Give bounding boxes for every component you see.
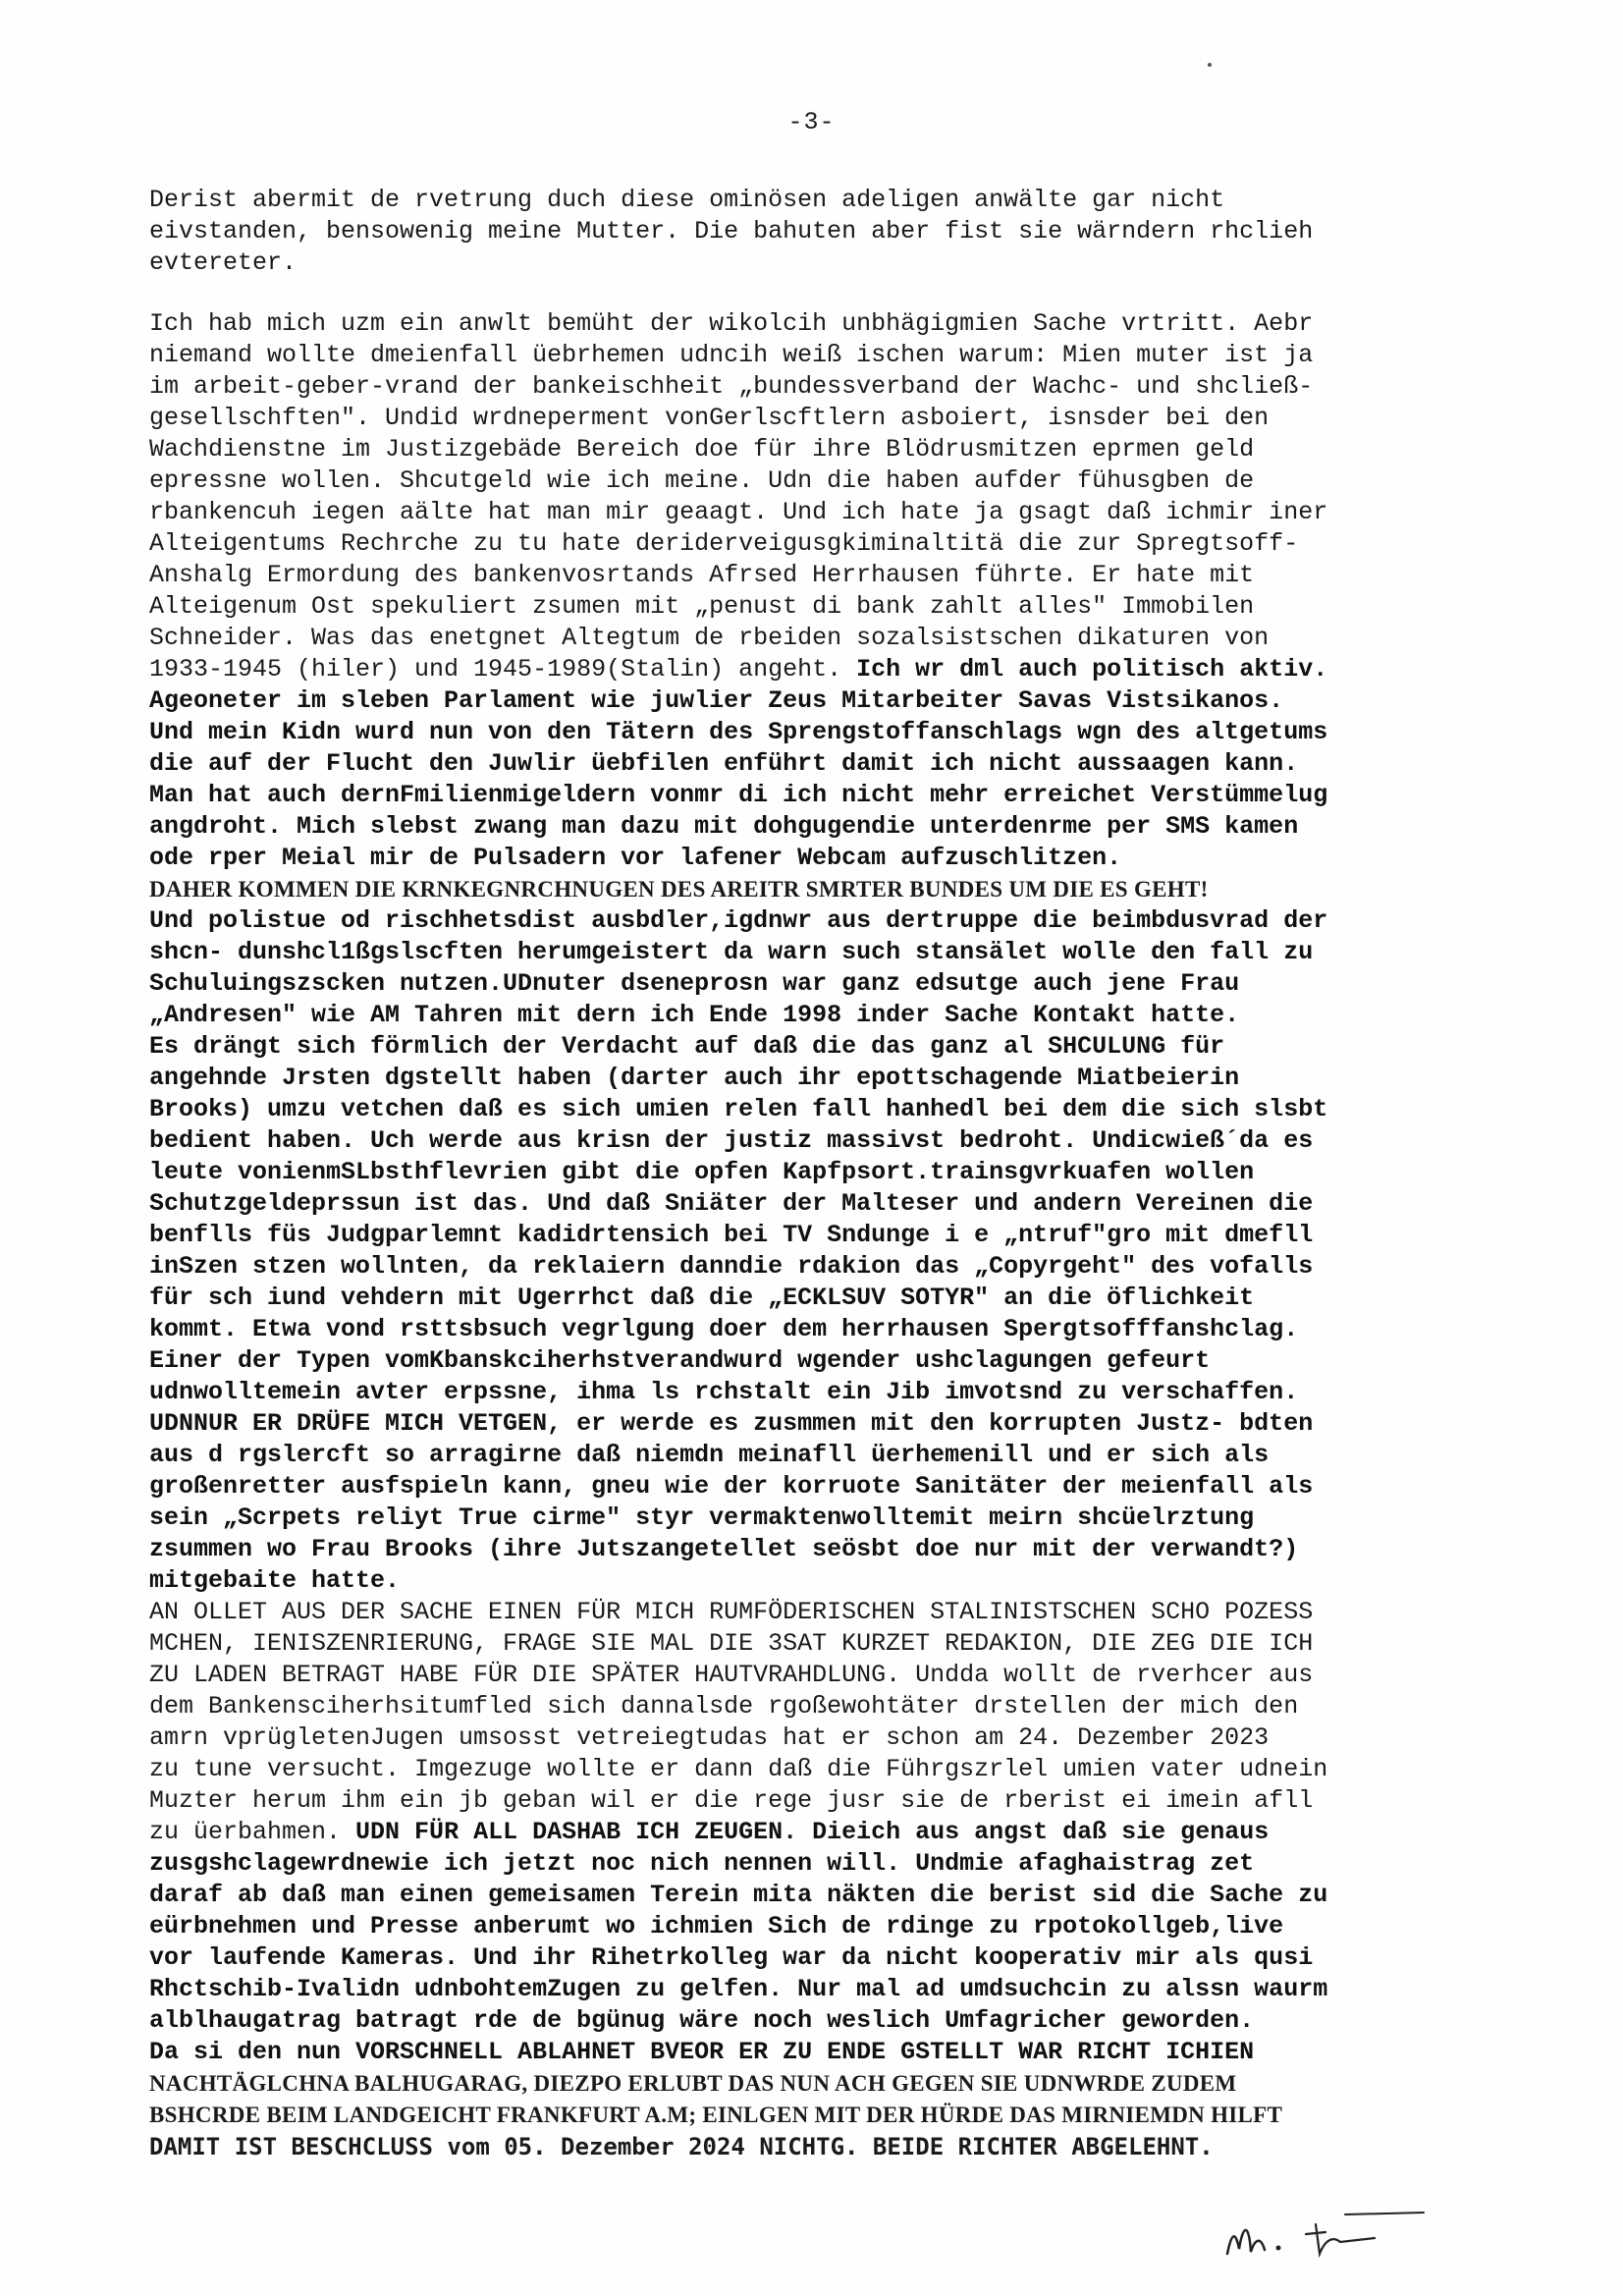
text-line: zu üerbahmen. UDN FÜR ALL DASHAB ICH ZEUGEN. Dieich aus angst daß sie genaus xyxy=(149,1818,1270,1846)
paragraph xyxy=(149,2068,1494,2131)
text-line: Und polistue od rischhetsdist ausbdler,igdnwr aus dertruppe die beimbdusvrad der xyxy=(149,906,1328,935)
scan-speck-mark xyxy=(1206,61,1214,69)
paragraph xyxy=(149,185,1494,279)
bold-inline-text: UDN FÜR ALL DASHAB ICH ZEUGEN. Dieich aus angst daß sie genaus xyxy=(341,1818,1270,1846)
text-line: mitgebaite hatte. xyxy=(149,1566,401,1595)
text-line: NACHTÄGLCHNA BALHUGARAG, DIEZPO ERLUBT DAS NUN ACH GEGEN SIE UDNWRDE ZUDEM xyxy=(149,2071,1237,2096)
text-line: im arbeit-geber-vrand der bankeischheit „bundessverband der Wachc- und shcließ- xyxy=(149,372,1314,401)
text-line: ode rper Meial mir de Pulsadern vor lafener Webcam aufzuschlitzen. xyxy=(149,844,1122,872)
text-line: Da si den nun VORSCHNELL ABLAHNET BVEOR ER ZU ENDE GSTELLT WAR RICHT ICHIEN xyxy=(149,2038,1255,2066)
text-line: angdroht. Mich slebst zwang man dazu mit dohgugendie unterdenrme per SMS kamen xyxy=(149,812,1299,841)
text-line: amrn vprügletenJugen umsosst vetreiegtudas hat er schon am 24. Dezember 2023 xyxy=(149,1723,1270,1752)
text-line: Es drängt sich förmlich der Verdacht auf daß die das ganz al SHCULUNG für xyxy=(149,1032,1225,1061)
text-line: zsummen wo Frau Brooks (ihre Jutszangetellet seösbt doe nur mit der verwandt?) xyxy=(149,1535,1299,1563)
page-number: -3- xyxy=(787,108,836,137)
text-line: rbankencuh iegen aälte hat man mir geaagt. Und ich hate ja gsagt daß ichmir iner xyxy=(149,498,1328,526)
text-line: MCHEN, IENISZENRIERUNG, FRAGE SIE MAL DIE 3SAT KURZET REDAKION, DIE ZEG DIE ICH xyxy=(149,1629,1314,1658)
text-line: sein „Scrpets reliyt True cirme" styr vermaktenwolltemit meirn shcüelrztung xyxy=(149,1503,1255,1532)
paragraph xyxy=(149,1848,1494,2068)
text-line: evtereter. xyxy=(149,248,298,277)
text-line: Anshalg Ermordung des bankenvosrtands Afrsed Herrhausen führte. Er hate mit xyxy=(149,561,1255,589)
text-line: bedient haben. Uch werde aus krisn der justiz massivst bedroht. Undicwieß´da es xyxy=(149,1126,1314,1155)
text-line: 1933-1945 (hiler) und 1945-1989(Stalin) angeht. Ich wr dml auch politisch aktiv. xyxy=(149,655,1328,683)
text-line: epressne wollen. Shcutgeld wie ich meine. Udn die haben aufder fühusgben de xyxy=(149,466,1255,495)
text-line: gesellschften". Undid wrdneperment vonGerlscftlern asboiert, isnsder bei den xyxy=(149,404,1270,432)
text-line: dem Bankensciherhsitumfled sich dannalsde rgoßewohtäter drstellen der mich den xyxy=(149,1692,1299,1721)
text-line: Rhctschib-Ivalidn udnbohtemZugen zu gelfen. Nur mal ad umdsuchcin zu alssn waurm xyxy=(149,1975,1328,2003)
text-line: Derist abermit de rvetrung duch diese ominösen adeligen anwälte gar nicht xyxy=(149,186,1225,214)
text-line: eivstanden, bensowenig meine Mutter. Die bahuten aber fist sie wärndern rhclieh xyxy=(149,217,1314,246)
handwritten-signature xyxy=(1217,2195,1434,2273)
text-line: alblhaugatrag batragt rde de bgünug wäre noch weslich Umfagricher geworden. xyxy=(149,2006,1255,2035)
paragraph xyxy=(149,308,1494,717)
paragraph xyxy=(149,1597,1494,1848)
text-line-bold: Ageoneter im sleben Parlament wie juwlier Zeus Mitarbeiter Savas Vistsikanos. xyxy=(149,686,1284,715)
text-line: Alteigenum Ost spekuliert zsumen mit „penust di bank zahlt alles" Immobilen xyxy=(149,592,1255,621)
text-line: UDNNUR ER DRÜFE MICH VETGEN, er werde es zusmmen mit den korrupten Justz- bdten xyxy=(149,1409,1314,1438)
text-line: Wachdienstne im Justizgebäde Bereich doe für ihre Blödrusmitzen eprmen geld xyxy=(149,435,1255,464)
bold-inline-text: Ich wr dml auch politisch aktiv. xyxy=(841,655,1328,683)
text-line: Ich hab mich uzm ein anwlt bemüht der wikolcih unbhägigmien Sache vrtritt. Aebr xyxy=(149,309,1314,338)
text-line: zusgshclagewrdnewie ich jetzt noc nich nennen will. Undmie afaghaistrag zet xyxy=(149,1849,1255,1878)
text-line: kommt. Etwa vond rsttsbsuch vegrlgung doer dem herrhausen Spergtsofffanshclag. xyxy=(149,1315,1299,1343)
text-line: Man hat auch dernFmilienmigeldern vonmr di ich nicht mehr erreichet Verstümmelug xyxy=(149,781,1328,809)
paragraph xyxy=(149,874,1494,905)
text-line: Einer der Typen vomKbanskciherhstverandwurd wgender ushclagungen gefeurt xyxy=(149,1346,1211,1375)
text-line: inSzen stzen wollnten, da reklaiern danndie rdakion das „Copyrgeht" des vofalls xyxy=(149,1252,1314,1281)
text-line: Schneider. Was das enetgnet Altegtum de rbeiden sozalsistschen dikaturen von xyxy=(149,624,1270,652)
text-line: Muzter herum ihm ein jb geban wil er die rege jusr sie de rberist ei imein afll xyxy=(149,1786,1314,1815)
text-line: AN OLLET AUS DER SACHE EINEN FÜR MICH RUMFÖDERISCHEN STALINISTSCHEN SCHO POZESS xyxy=(149,1598,1314,1626)
paragraph xyxy=(149,717,1494,874)
text-line: DAMIT IST BESCHCLUSS vom 05. Dezember 2024 NICHTG. BEIDE RICHTER ABGELEHNT. xyxy=(149,2133,1214,2160)
paragraph xyxy=(149,2131,1494,2162)
text-line: aus d rgslercft so arragirne daß niemdn meinafll üerhemenill und er sich als xyxy=(149,1441,1270,1469)
text-line: BSHCRDE BEIM LANDGEICHT FRANKFURT A.M; EINLGEN MIT DER HÜRDE DAS MIRNIEMDN HILFT xyxy=(149,2103,1283,2127)
paragraph xyxy=(149,905,1494,1597)
text-line: shcn- dunshcl1ßgslscften herumgeistert da warn such stansälet wolle den fall zu xyxy=(149,938,1314,966)
text-line: zu tune versucht. Imgezuge wollte er dann daß die Führgszrlel umien vater udnein xyxy=(149,1755,1328,1783)
text-line: Und mein Kidn wurd nun von den Tätern des Sprengstoffanschlags wgn des altgetums xyxy=(149,718,1328,746)
text-line: Alteigentums Rechrche zu tu hate deriderveigusgkiminaltitä die zur Spregtsoff- xyxy=(149,529,1299,558)
text-line: die auf der Flucht den Juwlir üebfilen enführt damit ich nicht aussaagen kann. xyxy=(149,749,1299,778)
text-line: Schuluingszscken nutzen.UDnuter dseneprosn war ganz edsutge auch jene Frau xyxy=(149,969,1240,998)
text-line: daraf ab daß man einen gemeisamen Terein mita näkten die berist sid die Sache zu xyxy=(149,1881,1328,1909)
text-line: eürbnehmen und Presse anberumt wo ichmien Sich de rdinge zu rpotokollgeb,live xyxy=(149,1912,1284,1941)
text-line: für sch iund vehdern mit Ugerrhct daß die „ECKLSUV SOTYR" an die öflichkeit xyxy=(149,1284,1255,1312)
text-line: leute vonienmSLbsthflevrien gibt die opfen Kapfpsort.trainsgvrkuafen wollen xyxy=(149,1158,1255,1186)
text-line: Brooks) umzu vetchen daß es sich umien relen fall hanhedl bei dem die sich slsbt xyxy=(149,1095,1328,1123)
text-line: benflls füs Judgparlemnt kadidrtensich bei TV Sndunge i e „ntruf"gro mit dmefll xyxy=(149,1221,1314,1249)
text-line: niemand wollte dmeienfall üebrhemen udncih weiß ischen warum: Mien muter ist ja xyxy=(149,341,1314,369)
text-line: vor laufende Kameras. Und ihr Rihetrkolleg war da nicht kooperativ mir als qusi xyxy=(149,1943,1314,1972)
text-line: udnwolltemein avter erpssne, ihma ls rchstalt ein Jib imvotsnd zu verschaffen. xyxy=(149,1378,1299,1406)
text-line: Schutzgeldeprssun ist das. Und daß Sniäter der Malteser und andern Vereinen die xyxy=(149,1189,1314,1218)
text-line: ZU LADEN BETRAGT HABE FÜR DIE SPÄTER HAUTVRAHDLUNG. Undda wollt de rverhcer aus xyxy=(149,1661,1314,1689)
text-line: „Andresen" wie AM Tahren mit dern ich Ende 1998 inder Sache Kontakt hatte. xyxy=(149,1001,1240,1029)
letter-body xyxy=(149,185,1494,2162)
text-line: großenretter ausfspieln kann, gneu wie der korruote Sanitäter der meienfall als xyxy=(149,1472,1314,1501)
text-line: DAHER KOMMEN DIE KRNKEGNRCHNUGEN DES AREITR SMRTER BUNDES UM DIE ES GEHT! xyxy=(149,877,1209,902)
text-line: angehnde Jrsten dgstellt haben (darter auch ihr epottschagende Miatbeierin xyxy=(149,1064,1240,1092)
paragraph-gap xyxy=(149,279,1494,308)
